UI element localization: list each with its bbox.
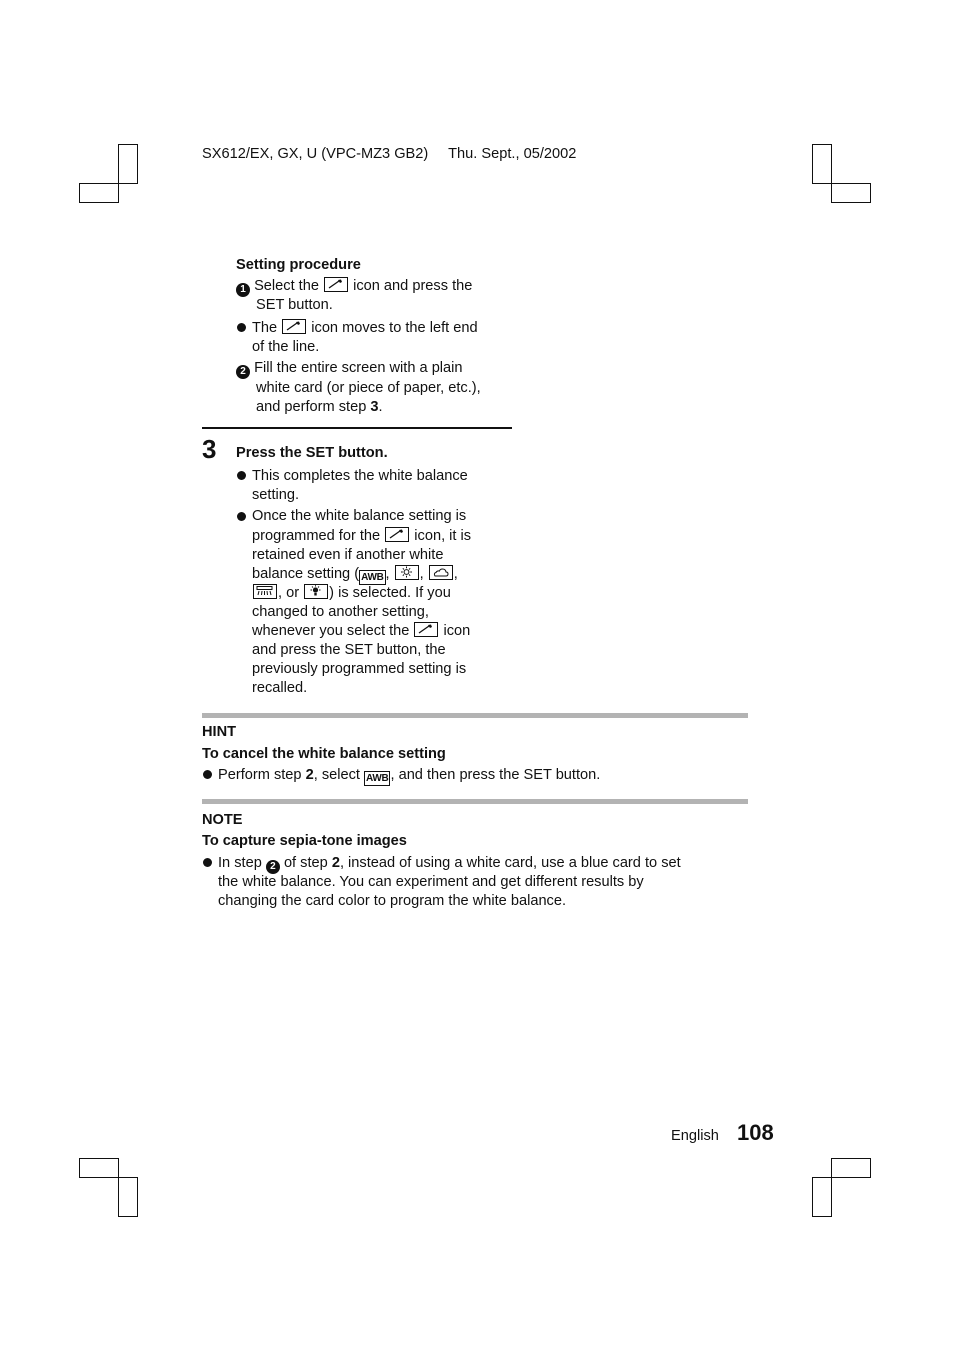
crop-mark-top-right-horizontal <box>831 183 871 203</box>
step-3-bullet-2-l3: retained even if another white <box>252 547 444 563</box>
hint-label: HINT <box>202 724 237 740</box>
crop-mark-top-left-horizontal <box>79 183 119 203</box>
procedure-bullet: The icon moves to the left end <box>252 320 478 336</box>
awb-icon: AWB <box>361 572 384 583</box>
procedure-step-2-line2: white card (or piece of paper, etc.), <box>256 380 481 396</box>
bullet-dot <box>237 512 246 521</box>
note-label: NOTE <box>202 812 243 828</box>
step-3-bullet-1: This completes the white balance <box>252 468 468 484</box>
step-3-bullet-2-l1: Once the white balance setting is <box>252 508 467 524</box>
note-divider <box>202 799 748 804</box>
footer-language: English <box>671 1128 719 1144</box>
bullet-dot <box>237 323 246 332</box>
crop-mark-top-left-vertical <box>118 144 138 184</box>
step-3-bullet-2-l9: previously programmed setting is <box>252 661 467 677</box>
sun-icon <box>395 565 419 580</box>
eyedropper-icon <box>414 622 438 637</box>
step-3-bullet-2-l2: programmed for the icon, it is <box>252 528 472 544</box>
step-2-marker: 2 <box>236 365 250 379</box>
step-3-bullet-2-l5: , or ) is selected. If you <box>252 584 451 603</box>
bullet-dot <box>203 858 212 867</box>
section-divider <box>202 427 512 429</box>
step-3-bullet-1-cont: setting. <box>252 487 300 503</box>
eyedropper-icon <box>282 319 306 334</box>
eyedropper-icon <box>324 277 348 292</box>
fluorescent-icon <box>253 584 277 599</box>
step-3-bullet-2-l6: changed to another setting, <box>252 604 429 620</box>
step-2-marker: 2 <box>266 860 280 874</box>
crop-mark-bottom-right-vertical <box>812 1177 832 1217</box>
step-3-title: Press the SET button. <box>236 445 388 461</box>
note-line-2: the white balance. You can experiment and get different results by <box>218 874 644 890</box>
cloud-icon <box>429 565 453 580</box>
procedure-bullet-cont: of the line. <box>252 339 320 355</box>
step-3-bullet-2-l10: recalled. <box>252 680 308 696</box>
page-number: 108 <box>737 1120 774 1145</box>
step-3-bullet-2-l8: and press the SET button, the <box>252 642 446 658</box>
note-title: To capture sepia-tone images <box>202 833 407 849</box>
document-date: Thu. Sept., 05/2002 <box>448 146 577 162</box>
step-3-bullet-2-l7: whenever you select the icon <box>252 623 471 639</box>
bullet-dot <box>203 770 212 779</box>
crop-mark-bottom-left-vertical <box>118 1177 138 1217</box>
setting-procedure-title: Setting procedure <box>236 257 361 273</box>
crop-mark-top-right-vertical <box>812 144 832 184</box>
document-header <box>202 145 576 164</box>
incandescent-icon <box>304 584 328 599</box>
hint-title: To cancel the white balance setting <box>202 746 446 762</box>
procedure-step-1: 1 Select the icon and press the <box>236 277 472 297</box>
document-id: SX612/EX, GX, U (VPC-MZ3 GB2) <box>202 146 429 162</box>
hint-text: Perform step 2, select AWB , and then press the SET button. <box>218 767 601 784</box>
awb-icon: AWB <box>366 773 389 784</box>
note-line-3: changing the card color to program the white balance. <box>218 893 567 909</box>
procedure-step-1-cont: SET button. <box>256 297 333 313</box>
step-3-bullet-2-l4: balance setting ( AWB , , , <box>252 566 458 583</box>
step-1-marker: 1 <box>236 283 250 297</box>
bullet-dot <box>237 471 246 480</box>
procedure-step-2: 2 Fill the entire screen with a plain <box>236 359 463 379</box>
crop-mark-bottom-left-horizontal <box>79 1158 119 1178</box>
procedure-step-2-line3: and perform step 3. <box>256 399 383 415</box>
eyedropper-icon <box>385 527 409 542</box>
crop-mark-bottom-right-horizontal <box>831 1158 871 1178</box>
note-line-1: In step 2 of step 2, instead of using a white card, use a blue card to set <box>218 855 681 872</box>
step-number: 3 <box>202 434 217 464</box>
hint-divider <box>202 713 748 718</box>
